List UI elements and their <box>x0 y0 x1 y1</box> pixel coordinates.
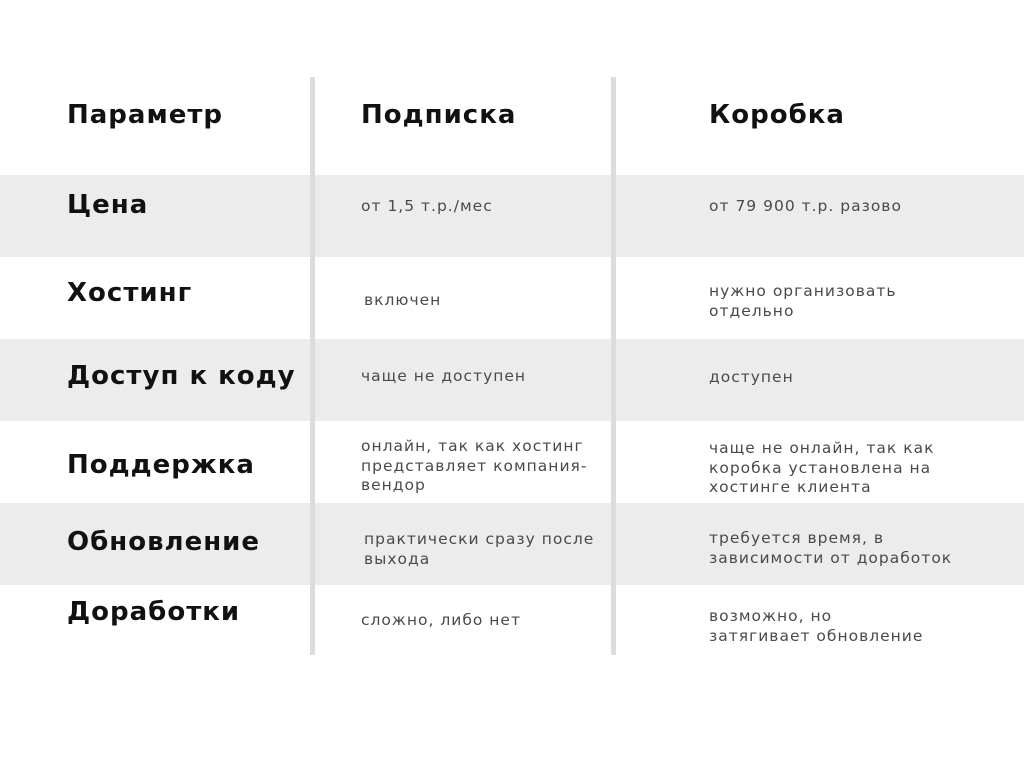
cell-subscription-code-access: чаще не доступен <box>361 367 527 385</box>
row-param-support: Поддержка <box>67 450 255 480</box>
header-subscription: Подписка <box>361 100 517 130</box>
cell-subscription-hosting: включен <box>364 291 442 309</box>
row-param-code-access: Доступ к коду <box>67 361 296 391</box>
row-param-price: Цена <box>67 190 149 220</box>
column-divider <box>310 77 315 655</box>
cell-subscription-support: онлайн, так как хостинг представляет компания- вендор <box>361 437 588 494</box>
column-divider <box>611 77 616 655</box>
cell-box-price: от 79 900 т.р. разово <box>709 197 902 215</box>
header-box: Коробка <box>709 100 845 130</box>
cell-subscription-price: от 1,5 т.р./мес <box>361 197 493 215</box>
cell-subscription-updates: практически сразу после выхода <box>364 530 595 568</box>
cell-box-support: чаще не онлайн, так как коробка установлена на хостинге клиента <box>709 439 935 496</box>
cell-box-customization: возможно, но затягивает обновление <box>709 607 924 645</box>
cell-subscription-customization: сложно, либо нет <box>361 611 521 629</box>
cell-box-code-access: доступен <box>709 368 794 386</box>
row-param-hosting: Хостинг <box>67 278 193 308</box>
cell-box-updates: требуется время, в зависимости от доработок <box>709 529 953 567</box>
header-parameter: Параметр <box>67 100 224 130</box>
row-param-updates: Обновление <box>67 527 261 557</box>
cell-box-hosting: нужно организовать отдельно <box>709 282 897 320</box>
row-param-customization: Доработки <box>67 597 241 627</box>
